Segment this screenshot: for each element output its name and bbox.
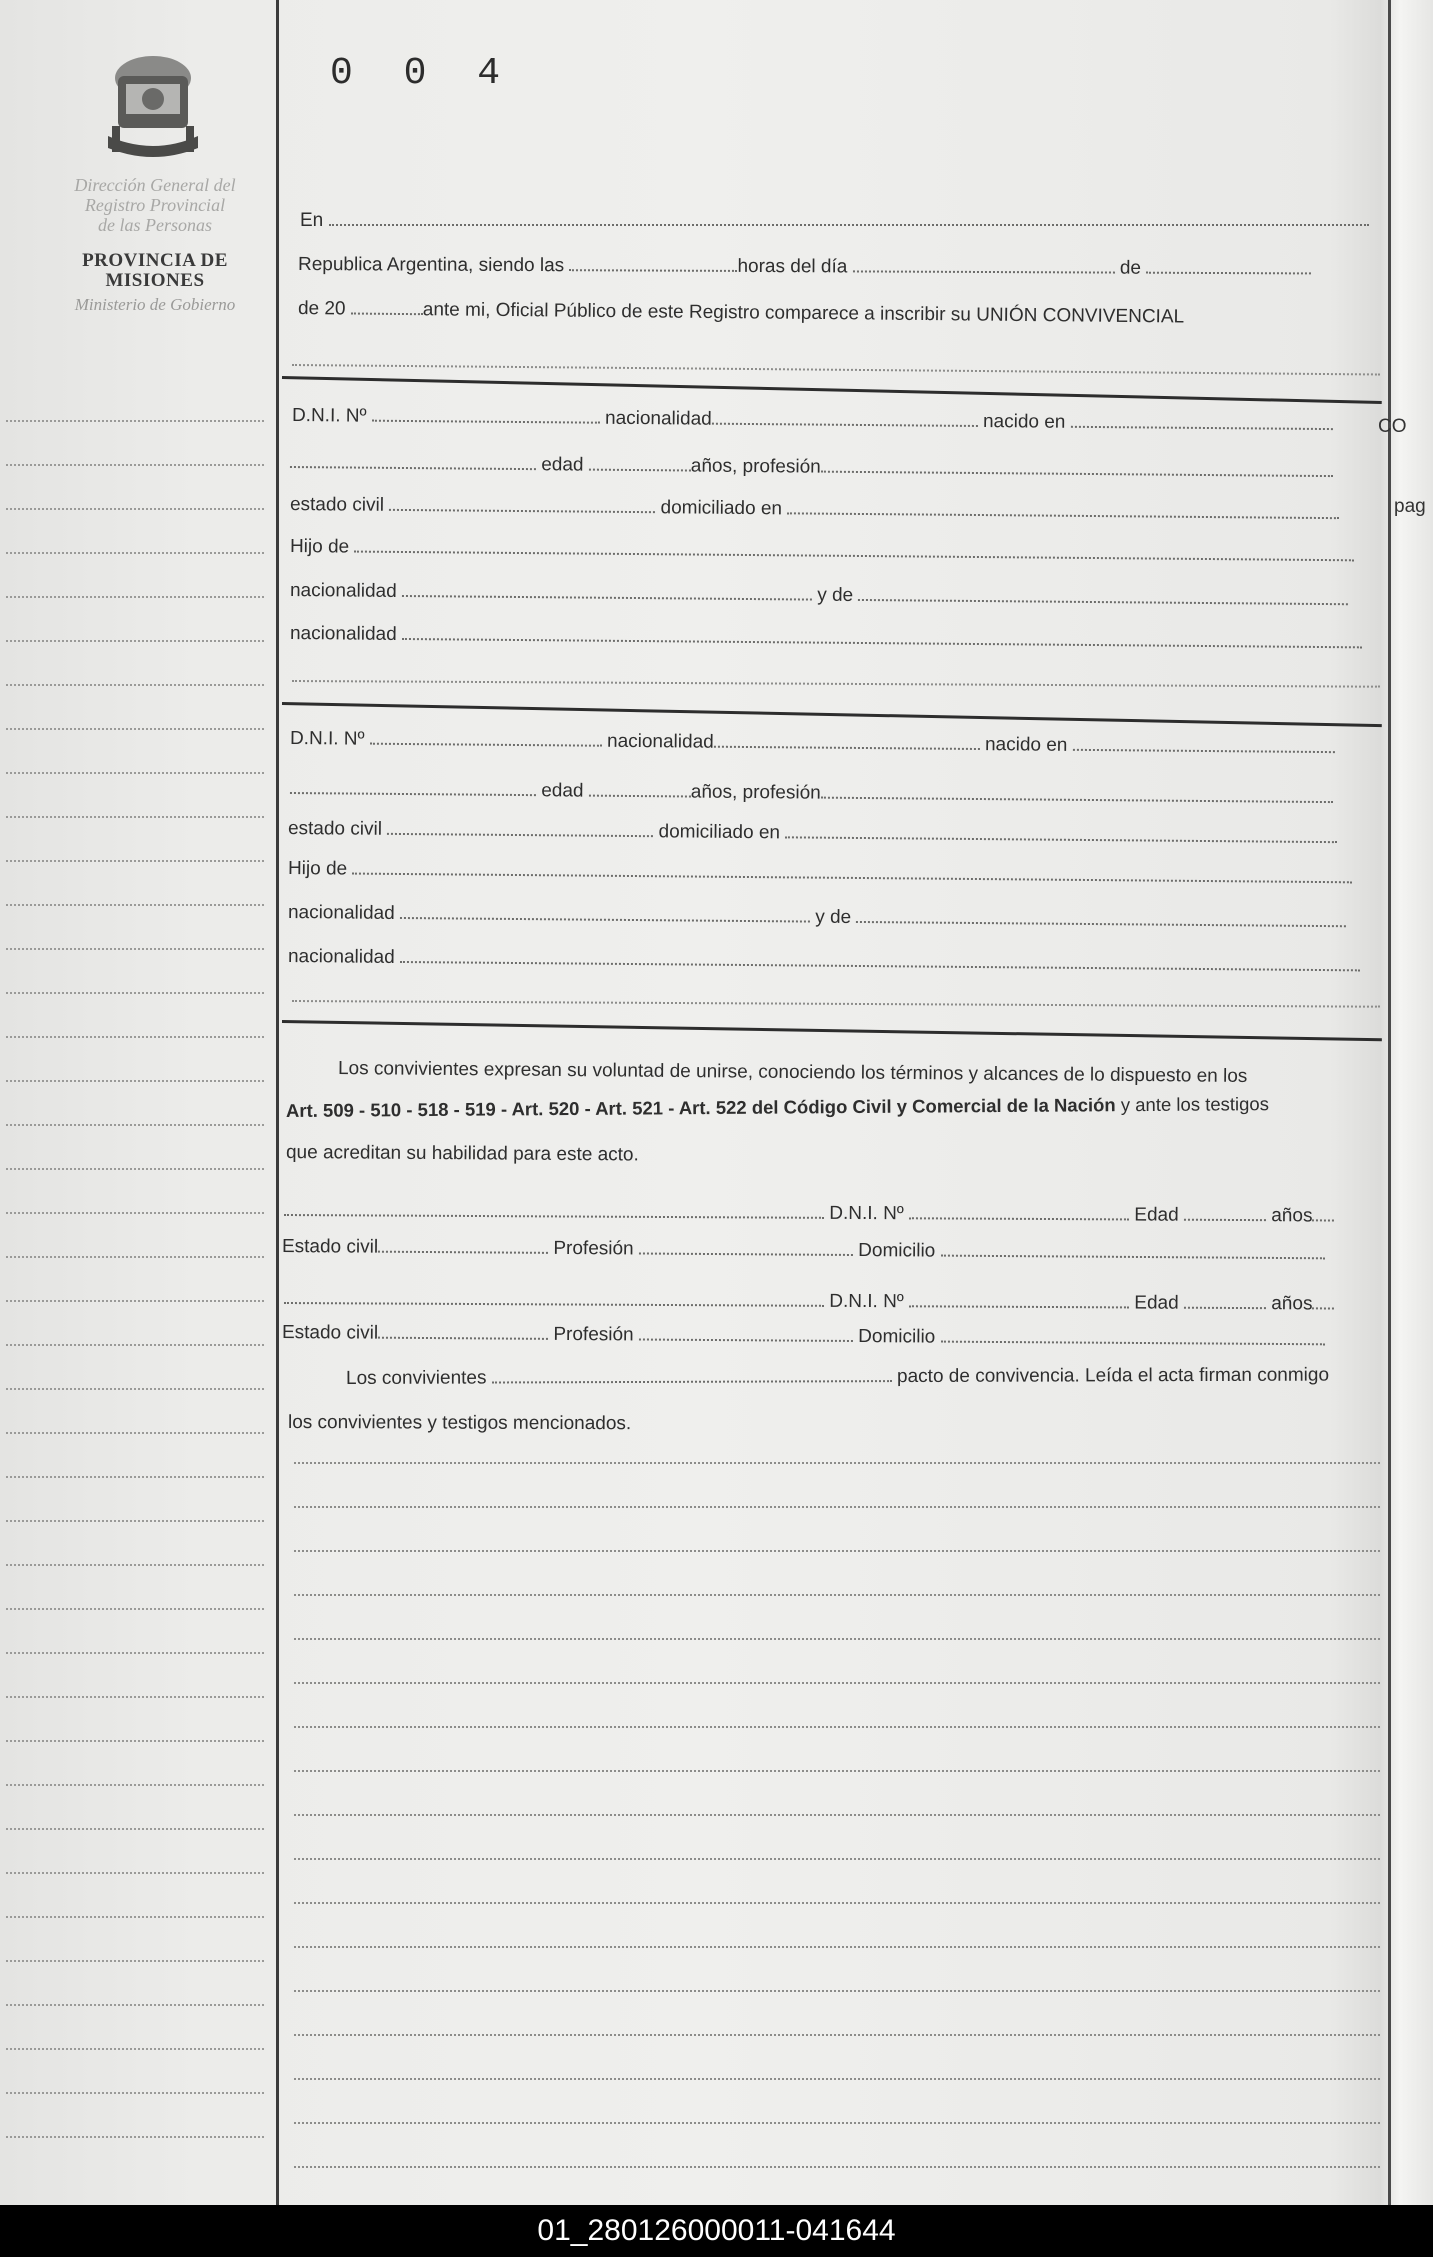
p2-domicilio-label: domiciliado en xyxy=(658,821,781,844)
p1-profesion-field[interactable] xyxy=(821,457,1333,477)
p1-line2 xyxy=(290,452,1333,483)
p2-profesion-field[interactable] xyxy=(821,783,1333,803)
stub-line xyxy=(6,904,264,906)
stub-line xyxy=(6,1080,264,1082)
stub-line xyxy=(6,1168,264,1170)
horas-field[interactable] xyxy=(569,255,737,272)
notes-line[interactable] xyxy=(294,1770,1380,1772)
p1-domicilio-label: domiciliado en xyxy=(660,497,783,520)
en-label: En xyxy=(300,210,324,231)
notes-line[interactable] xyxy=(294,1594,1380,1596)
stub-line xyxy=(6,552,264,554)
w2-estado-field[interactable] xyxy=(378,1323,548,1340)
p2-nac-madre-label: nacionalidad xyxy=(287,946,395,968)
blank-line[interactable] xyxy=(292,680,1380,688)
p1-profesion-label: años, profesión xyxy=(690,455,821,478)
w1-profesion-label: Profesión xyxy=(553,1237,634,1260)
stub-line xyxy=(6,948,264,950)
p2-profesion-label: años, profesión xyxy=(690,781,821,804)
blank-line[interactable] xyxy=(292,364,1380,375)
p2-nacido-field[interactable] xyxy=(1073,735,1335,753)
testigos-text: y ante los testigos xyxy=(1120,1093,1269,1116)
stub-line xyxy=(6,1344,264,1346)
p2-domicilio-field[interactable] xyxy=(785,822,1337,843)
w1-estado-field[interactable] xyxy=(378,1237,548,1254)
p1-dni-field[interactable] xyxy=(372,406,600,424)
w1-anos-label: años xyxy=(1271,1205,1313,1227)
intro-line2 xyxy=(298,254,1311,280)
w2-dni-label: D.N.I. Nº xyxy=(829,1290,904,1313)
p2-padre-field[interactable] xyxy=(352,859,1352,884)
dia-field[interactable] xyxy=(853,256,1115,273)
notes-line[interactable] xyxy=(294,1682,1380,1684)
margin-rule xyxy=(276,0,279,2205)
p1-edad-field[interactable] xyxy=(589,455,691,472)
p1-nac-madre-label: nacionalidad xyxy=(289,623,397,645)
p1-nac-madre-field[interactable] xyxy=(402,624,1362,648)
provincial-coat-of-arms-icon xyxy=(98,48,208,166)
stub-line xyxy=(6,1388,264,1390)
p2-edad-label: edad xyxy=(541,780,584,802)
p1-nac-padre-label: nacionalidad xyxy=(289,580,397,602)
p1-line6 xyxy=(290,623,1362,654)
edge-fragment-pag: pag xyxy=(1394,496,1426,517)
p1-line5 xyxy=(290,580,1349,611)
w1-domicilio-label: Domicilio xyxy=(858,1240,936,1262)
notes-line[interactable] xyxy=(294,1462,1380,1464)
stub-line xyxy=(6,1564,264,1566)
section-divider xyxy=(282,376,1382,404)
p1-domicilio-field[interactable] xyxy=(787,498,1339,519)
p2-nacido-label: nacido en xyxy=(984,734,1068,756)
p1-line1 xyxy=(292,405,1333,436)
closing-line2: los convivientes y testigos mencionados. xyxy=(287,1412,632,1435)
p1-edad-label: edad xyxy=(541,454,584,476)
w2-domicilio-label: Domicilio xyxy=(858,1326,936,1348)
stub-line xyxy=(6,1124,264,1126)
p2-nac-padre-field[interactable] xyxy=(400,903,810,923)
stub-line xyxy=(6,1872,264,1874)
p1-fecha-field[interactable] xyxy=(290,452,536,470)
stub-line xyxy=(6,860,264,862)
notes-line[interactable] xyxy=(294,2034,1380,2036)
stub-line xyxy=(6,728,264,730)
stub-line xyxy=(6,1608,264,1610)
w1-domicilio-field[interactable] xyxy=(941,1241,1325,1260)
notes-line[interactable] xyxy=(294,1506,1380,1508)
w1-nombre-field[interactable] xyxy=(284,1200,824,1219)
w2-line1 xyxy=(284,1288,1335,1316)
w2-anos-label: años xyxy=(1271,1293,1313,1315)
w1-dni-field[interactable] xyxy=(909,1203,1129,1220)
closing-line1 xyxy=(346,1365,1329,1390)
issuer-block xyxy=(20,175,290,315)
ministerio: Ministerio de Gobierno xyxy=(74,295,236,314)
notes-line[interactable] xyxy=(294,1550,1380,1552)
p1-padre-field[interactable] xyxy=(354,537,1354,562)
p2-nacionalidad-label: nacionalidad xyxy=(606,730,714,753)
provincia-line2: MISIONES xyxy=(105,270,205,291)
p2-dni-label: D.N.I. Nº xyxy=(289,728,365,750)
p1-line4 xyxy=(290,536,1355,567)
stub-line xyxy=(6,992,264,994)
p1-dni-label: D.N.I. Nº xyxy=(291,405,367,427)
stub-line xyxy=(6,1916,264,1918)
stub-line xyxy=(6,684,264,686)
p1-estado-label: estado civil xyxy=(289,494,385,516)
stub-line xyxy=(6,1432,264,1434)
stub-line xyxy=(6,1784,264,1786)
direccion-line1: Dirección General del xyxy=(74,175,236,195)
w2-profesion-field[interactable] xyxy=(639,1324,853,1341)
stub-line xyxy=(6,1828,264,1830)
p1-yde-label: y de xyxy=(817,584,854,606)
direccion-line2: Registro Provincial xyxy=(84,195,226,215)
w2-edad-label: Edad xyxy=(1134,1292,1179,1314)
stub-line xyxy=(6,2048,264,2050)
w1-line2 xyxy=(282,1236,1325,1265)
document-id-footer: 01_280126000011-041644 xyxy=(0,2205,1433,2257)
stub-line xyxy=(6,1476,264,1478)
p2-line3 xyxy=(288,818,1337,849)
notes-line[interactable] xyxy=(294,2078,1380,2080)
stub-line xyxy=(6,420,264,422)
p1-madre-field[interactable] xyxy=(858,585,1348,605)
p1-nac-padre-field[interactable] xyxy=(402,581,812,601)
de20-text: de 20 xyxy=(297,298,346,320)
p2-line1 xyxy=(290,728,1335,759)
stub-line xyxy=(6,2004,264,2006)
horas-text: horas del día xyxy=(737,255,848,278)
anio-field[interactable] xyxy=(351,299,423,316)
p1-nacido-field[interactable] xyxy=(1071,412,1333,430)
stub-line xyxy=(6,1740,264,1742)
w1-estado-label: Estado civil xyxy=(281,1236,379,1258)
p1-estado-field[interactable] xyxy=(389,495,655,513)
pacto-text: pacto de convivencia. Leída el acta firman conmigo xyxy=(896,1364,1330,1388)
stub-line xyxy=(6,772,264,774)
intro-en xyxy=(300,210,1369,232)
notes-line[interactable] xyxy=(294,1726,1380,1728)
section-divider xyxy=(282,702,1382,727)
notes-line[interactable] xyxy=(294,1946,1380,1948)
p2-line5 xyxy=(288,902,1347,933)
w2-nombre-field[interactable] xyxy=(284,1288,824,1307)
w2-edad-field[interactable] xyxy=(1184,1293,1266,1309)
articulos-text: Art. 509 - 510 - 518 - 519 - Art. 520 - Art. 521 - Art. 522 del Código Civil y Comercial de la Nación xyxy=(285,1094,1116,1121)
edge-fragment-co: CO xyxy=(1378,416,1407,437)
stub-line xyxy=(6,1696,264,1698)
declaration-line3: que acreditan su habilidad para este acto. xyxy=(285,1142,639,1166)
w2-estado-label: Estado civil xyxy=(281,1322,379,1344)
stub-line xyxy=(6,1652,264,1654)
stub-line xyxy=(6,1256,264,1258)
stub-line xyxy=(6,508,264,510)
notes-line[interactable] xyxy=(294,1814,1380,1816)
p2-dni-field[interactable] xyxy=(370,729,602,747)
w1-dni-label: D.N.I. Nº xyxy=(829,1202,904,1225)
declaration-line1: Los convivientes expresan su voluntad de unirse, conociendo los términos y alcances de lo dispuesto en los xyxy=(337,1058,1248,1087)
p2-estado-label: estado civil xyxy=(287,818,383,840)
p2-hijo-label: Hijo de xyxy=(287,858,348,880)
p2-nac-padre-label: nacionalidad xyxy=(287,902,395,924)
w2-dni-field[interactable] xyxy=(909,1291,1129,1308)
lugar-field[interactable] xyxy=(329,210,1369,226)
w2-domicilio-field[interactable] xyxy=(941,1327,1325,1346)
acta-number: 0 0 4 xyxy=(330,52,515,95)
notes-line[interactable] xyxy=(294,1638,1380,1640)
stub-line xyxy=(6,464,264,466)
notes-line[interactable] xyxy=(294,1990,1380,1992)
mes-field[interactable] xyxy=(1146,258,1311,275)
stub-line xyxy=(6,2092,264,2094)
notes-line[interactable] xyxy=(294,1902,1380,1904)
p1-nacionalidad-label: nacionalidad xyxy=(604,407,712,430)
p2-edad-field[interactable] xyxy=(589,781,691,798)
provincia-line1: PROVINCIA DE xyxy=(82,250,228,271)
notes-line[interactable] xyxy=(294,2166,1380,2168)
p1-nacido-label: nacido en xyxy=(982,411,1066,433)
stub-line xyxy=(6,816,264,818)
p2-nac-madre-field[interactable] xyxy=(400,947,1360,971)
pacto-field[interactable] xyxy=(492,1366,892,1383)
w1-anos-dots xyxy=(1312,1205,1334,1221)
declaration-line2 xyxy=(286,1093,1269,1122)
p2-line2 xyxy=(290,778,1333,809)
w1-line1 xyxy=(284,1200,1335,1228)
de-text: de xyxy=(1119,257,1142,279)
p2-yde-label: y de xyxy=(815,906,852,928)
w2-anos-dots xyxy=(1312,1293,1334,1309)
stub-line xyxy=(6,2136,264,2138)
stub-ruled-lines xyxy=(0,400,268,2190)
w1-profesion-field[interactable] xyxy=(639,1238,853,1255)
p1-nacionalidad-field[interactable] xyxy=(712,409,978,427)
p2-fecha-field[interactable] xyxy=(290,778,536,796)
stub-line xyxy=(6,1520,264,1522)
stub-line xyxy=(6,640,264,642)
direccion-line3: de las Personas xyxy=(98,215,212,235)
p2-line6 xyxy=(288,946,1360,977)
stub-line xyxy=(6,1300,264,1302)
p1-hijo-label: Hijo de xyxy=(289,536,350,558)
p2-nacionalidad-field[interactable] xyxy=(714,732,980,750)
stub-line xyxy=(6,1960,264,1962)
convivientes-text: Los convivientes xyxy=(345,1367,487,1389)
stub-line xyxy=(6,1212,264,1214)
p2-madre-field[interactable] xyxy=(856,907,1346,927)
w1-edad-label: Edad xyxy=(1134,1204,1179,1226)
blank-line[interactable] xyxy=(292,1000,1380,1008)
stub-line xyxy=(6,1036,264,1038)
binding-edge xyxy=(1388,0,1391,2205)
intro-line3 xyxy=(298,298,1184,329)
section-divider xyxy=(282,1020,1382,1041)
w2-profesion-label: Profesión xyxy=(553,1323,634,1346)
stub-line xyxy=(6,596,264,598)
w2-line2 xyxy=(282,1322,1325,1351)
notes-line[interactable] xyxy=(294,2122,1380,2124)
republica-text: Republica Argentina, siendo las xyxy=(297,254,565,277)
notes-line[interactable] xyxy=(294,1858,1380,1860)
p2-line4 xyxy=(288,858,1353,889)
p2-estado-field[interactable] xyxy=(387,819,653,837)
p1-line3 xyxy=(290,494,1339,525)
ante-mi-text: ante mi, Oficial Público de este Registro comparece a inscribir su UNIÓN CONVIVENCIAL xyxy=(422,299,1185,328)
w1-edad-field[interactable] xyxy=(1184,1205,1266,1221)
